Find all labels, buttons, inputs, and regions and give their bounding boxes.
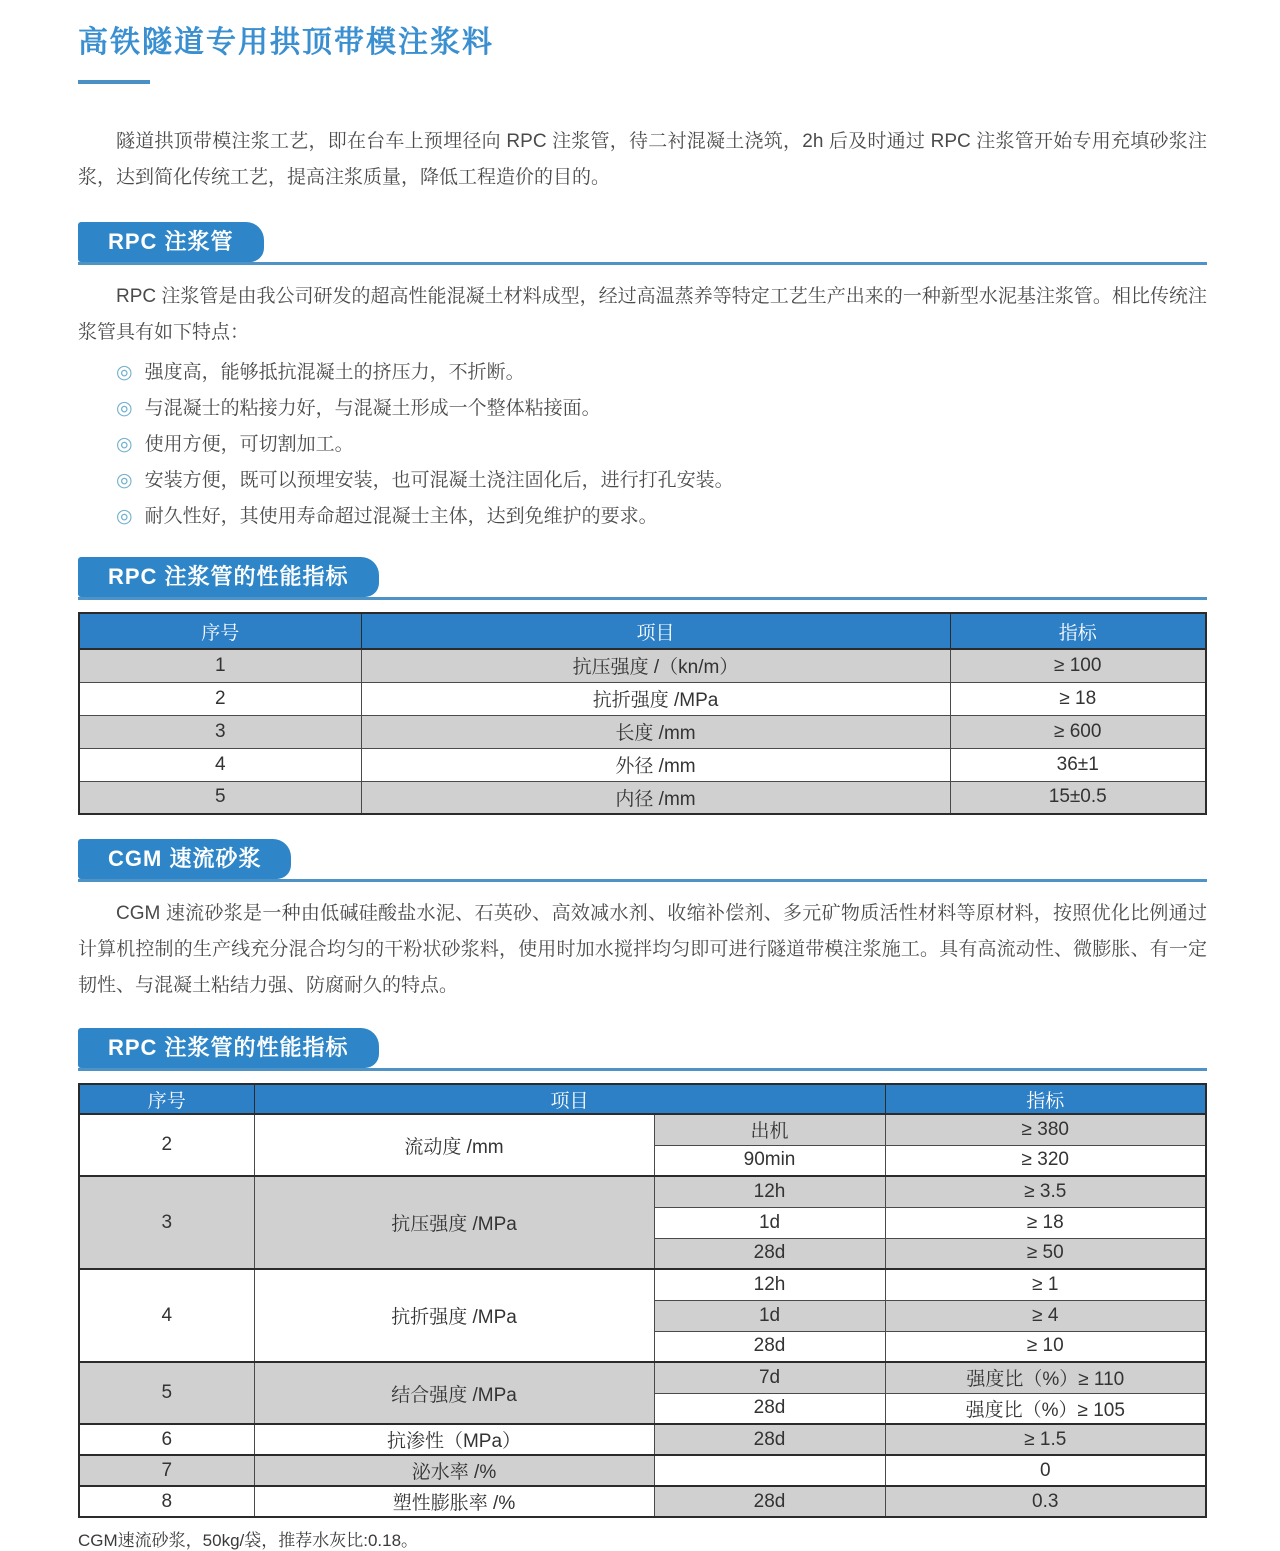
list-item-text: 安装方便，既可以预埋安装，也可混凝土浇注固化后，进行打孔安装。 <box>144 470 734 491</box>
table-cell-seq: 6 <box>79 1424 254 1455</box>
table-cell-value: ≥ 1 <box>885 1269 1206 1300</box>
circle-bullet-icon: ◎ <box>116 506 133 527</box>
table-cell-cond: 28d <box>654 1486 885 1517</box>
column-header-seq: 序号 <box>79 1084 254 1114</box>
footnote-text: CGM速流砂浆，50kg/袋，推荐水灰比:0.18。 <box>78 1531 419 1550</box>
table-cell-value: ≥ 3.5 <box>885 1176 1206 1207</box>
table-cell-item: 泌水率 /% <box>254 1455 654 1486</box>
table-cell: 长度 /mm <box>361 715 950 748</box>
circle-bullet-icon: ◎ <box>116 362 133 383</box>
list-item-text: 强度高，能够抵抗混凝土的挤压力，不折断。 <box>144 362 525 383</box>
table-row <box>79 682 1206 715</box>
page-title: 高铁隧道专用拱顶带模注浆料 <box>78 26 494 59</box>
table-cell-cond: 7d <box>654 1362 885 1393</box>
section-header-rpc-pipe <box>78 222 1207 265</box>
table-row <box>79 715 1206 748</box>
list-item <box>116 427 1207 463</box>
circle-bullet-icon: ◎ <box>116 470 133 491</box>
rpc-pipe-paragraph: RPC 注浆管是由我公司研发的超高性能混凝土材料成型，经过高温蒸养等特定工艺生产出来的一种新型水泥基注浆管。相比传统注浆管具有如下特点： <box>78 286 1207 343</box>
table-cell-cond: 28d <box>654 1424 885 1455</box>
rpc-feature-list <box>78 355 1207 535</box>
table-cell: 2 <box>79 682 361 715</box>
table-cell-item: 抗渗性（MPa） <box>254 1424 654 1455</box>
table-row <box>79 1269 1206 1300</box>
table-cell-value: 0.3 <box>885 1486 1206 1517</box>
table-cell-cond: 28d <box>654 1238 885 1269</box>
column-header-seq: 序号 <box>79 613 361 649</box>
table-cell-seq: 7 <box>79 1455 254 1486</box>
table-header-row <box>79 613 1206 649</box>
table-cell: 抗折强度 /MPa <box>361 682 950 715</box>
table-cell-seq: 3 <box>79 1176 254 1269</box>
circle-bullet-icon: ◎ <box>116 434 133 455</box>
list-item-text: 耐久性好，其使用寿命超过混凝士主体，达到免维护的要求。 <box>144 506 658 527</box>
table-cell-cond: 12h <box>654 1269 885 1300</box>
table-row <box>79 649 1206 682</box>
table-cell-cond <box>654 1455 885 1486</box>
table-cell: ≥ 100 <box>950 649 1206 682</box>
section-tab-rpc-specs: RPC 注浆管的性能指标 <box>78 557 379 597</box>
table-cell: 36±1 <box>950 748 1206 781</box>
list-item <box>116 499 1207 535</box>
list-item-text: 与混凝士的粘接力好，与混凝土形成一个整体粘接面。 <box>144 398 601 419</box>
section-header-cgm <box>78 839 1207 882</box>
table-cell-cond: 90min <box>654 1145 885 1176</box>
table-cell: 15±0.5 <box>950 781 1206 814</box>
table-row <box>79 1486 1206 1517</box>
table-cell-value: ≥ 10 <box>885 1331 1206 1362</box>
table-cell-value: 0 <box>885 1455 1206 1486</box>
table-cell: 抗压强度 /（kn/m） <box>361 649 950 682</box>
section-tab-rpc-pipe: RPC 注浆管 <box>78 222 264 262</box>
table-cell-cond: 28d <box>654 1331 885 1362</box>
section-header-cgm-specs <box>78 1028 1207 1071</box>
table-cell-cond: 出机 <box>654 1114 885 1145</box>
section-tab-cgm: CGM 速流砂浆 <box>78 839 291 879</box>
column-header-item: 项目 <box>361 613 950 649</box>
table-cell-item: 抗压强度 /MPa <box>254 1176 654 1269</box>
table-cell-value: 强度比（%）≥ 110 <box>885 1362 1206 1393</box>
table-cell-value: 强度比（%）≥ 105 <box>885 1393 1206 1424</box>
table-cell-value: ≥ 380 <box>885 1114 1206 1145</box>
table-row <box>79 1455 1206 1486</box>
table-cell-cond: 12h <box>654 1176 885 1207</box>
table-row <box>79 1362 1206 1393</box>
cgm-performance-table <box>78 1083 1207 1518</box>
column-header-item: 项目 <box>254 1084 885 1114</box>
table-row <box>79 1424 1206 1455</box>
table-cell: 内径 /mm <box>361 781 950 814</box>
table-cell-value: ≥ 50 <box>885 1238 1206 1269</box>
table-cell-item: 塑性膨胀率 /% <box>254 1486 654 1517</box>
table-cell-value: ≥ 18 <box>885 1207 1206 1238</box>
rpc-performance-table <box>78 612 1207 815</box>
table-cell-item: 流动度 /mm <box>254 1114 654 1176</box>
intro-paragraph: 隧道拱顶带模注浆工艺，即在台车上预埋径向 RPC 注浆管，待二衬混凝土浇筑，2h 后及时通过 RPC 注浆管开始专用充填砂浆注浆，达到简化传统工艺，提高注浆质量，降低工程造价的目的。 <box>78 131 1207 188</box>
table-header-row <box>79 1084 1206 1114</box>
column-header-index: 指标 <box>950 613 1206 649</box>
column-header-index: 指标 <box>885 1084 1206 1114</box>
table-cell-cond: 1d <box>654 1207 885 1238</box>
table-cell-value: ≥ 4 <box>885 1300 1206 1331</box>
table-cell: 外径 /mm <box>361 748 950 781</box>
table-cell-item: 抗折强度 /MPa <box>254 1269 654 1362</box>
table-row <box>79 781 1206 814</box>
table-cell-seq: 2 <box>79 1114 254 1176</box>
list-item <box>116 391 1207 427</box>
table-cell-seq: 5 <box>79 1362 254 1424</box>
table-row <box>79 1114 1206 1145</box>
table-cell-value: ≥ 320 <box>885 1145 1206 1176</box>
title-underline <box>78 80 150 84</box>
circle-bullet-icon: ◎ <box>116 398 133 419</box>
table-row <box>79 1176 1206 1207</box>
table-row <box>79 748 1206 781</box>
table-cell: 5 <box>79 781 361 814</box>
section-header-rpc-specs <box>78 557 1207 600</box>
table-cell-seq: 8 <box>79 1486 254 1517</box>
table-cell: ≥ 18 <box>950 682 1206 715</box>
cgm-paragraph: CGM 速流砂浆是一种由低碱硅酸盐水泥、石英砂、高效减水剂、收缩补偿剂、多元矿物质活性材料等原材料，按照优化比例通过计算机控制的生产线充分混合均匀的干粉状砂浆料，使用时加水搅拌均匀即可进行隧道带模注浆施工。具有高流动性、微膨胀、有一定韧性、与混凝土粘结力强、防腐耐久的特点。 <box>78 903 1207 996</box>
table-cell-cond: 1d <box>654 1300 885 1331</box>
table-cell: ≥ 600 <box>950 715 1206 748</box>
table-cell: 1 <box>79 649 361 682</box>
table-cell-value: ≥ 1.5 <box>885 1424 1206 1455</box>
list-item <box>116 463 1207 499</box>
table-cell-item: 结合强度 /MPa <box>254 1362 654 1424</box>
table-cell-seq: 4 <box>79 1269 254 1362</box>
table-cell: 4 <box>79 748 361 781</box>
section-tab-cgm-specs: RPC 注浆管的性能指标 <box>78 1028 379 1068</box>
list-item-text: 使用方便，可切割加工。 <box>144 434 354 455</box>
list-item <box>116 355 1207 391</box>
table-cell-cond: 28d <box>654 1393 885 1424</box>
table-cell: 3 <box>79 715 361 748</box>
